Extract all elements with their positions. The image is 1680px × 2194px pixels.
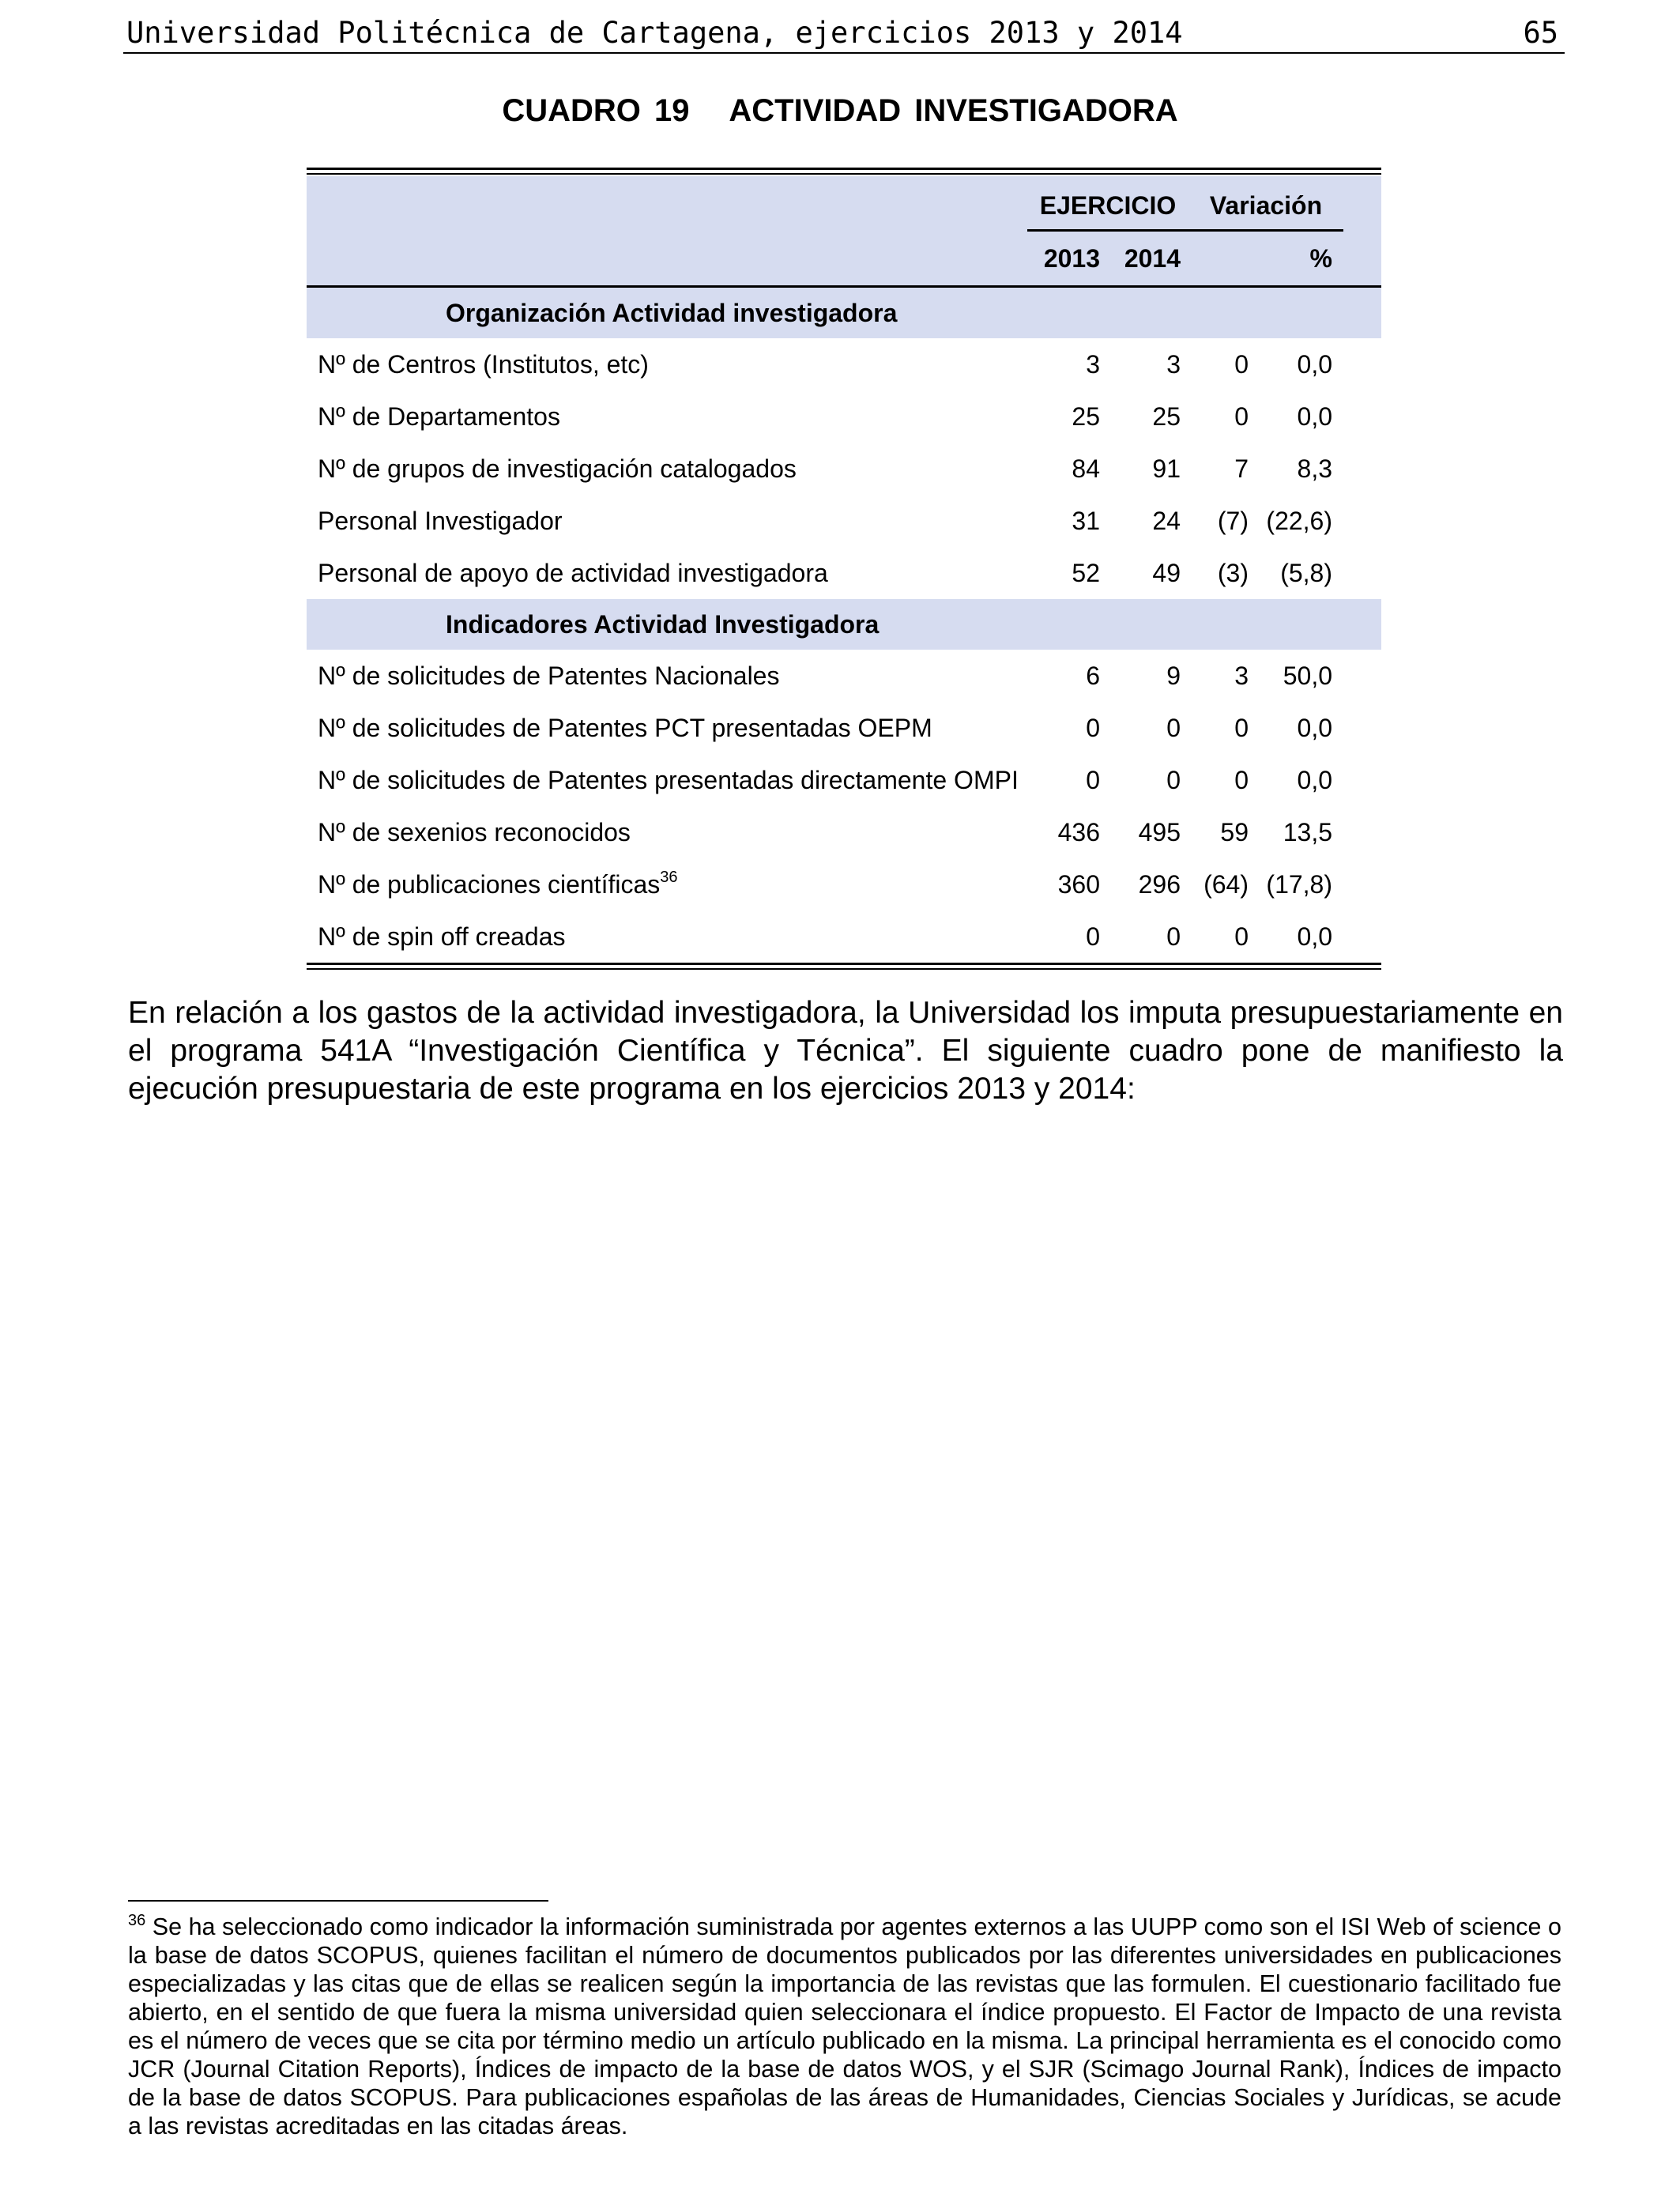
row-label-text: Personal Investigador: [318, 506, 563, 535]
row-label: [307, 766, 1027, 795]
section-title: Indicadores Actividad Investigadora: [446, 609, 880, 639]
page-header: [123, 16, 1565, 54]
row-label: [307, 402, 1027, 432]
row-label-text: Personal de apoyo de actividad investigadora: [318, 558, 828, 587]
row-label-text: Nº de spin off creadas: [318, 922, 566, 951]
variation-pct: (17,8): [1266, 869, 1332, 899]
value-2013: 25: [1072, 401, 1100, 431]
table-bottom-rule: [307, 963, 1381, 970]
table-row: [307, 495, 1381, 547]
footnote-ref: 36: [660, 868, 678, 886]
row-label: [307, 662, 1027, 691]
variation-abs: 0: [1234, 401, 1249, 431]
value-2013: 31: [1072, 506, 1100, 535]
value-2014: 0: [1166, 713, 1181, 742]
variation-abs: 7: [1234, 454, 1249, 483]
row-label-text: Nº de grupos de investigación catalogados: [318, 454, 797, 483]
variation-pct: 0,0: [1297, 349, 1332, 379]
footnote-text: Se ha seleccionado como indicador la información suministrada por agentes externos a las UUPP como son el ISI Web of science o la base de datos SCOPUS, quienes facilitan el número de documentos publicados por las diferentes universidades en publicaciones especializadas y las citas que de ellas se realicen según la importancia de las revistas que las formulen. El cuestionario facilitado fue abierto, en el sentido de que fuera la misma universidad quien seleccionara el índice propuesto. El Factor de Impacto de una revista es el número de veces que se cita por término medio un artículo publicado en la misma. La principal herramienta es el conocido como JCR (Journal Citation Reports), Índices de impacto de la base de datos WOS, y el SJR (Scimago Journal Rank), Índices de impacto de la base de datos SCOPUS. Para publicaciones españolas de las áreas de Humanidades, Ciencias Sociales y Jurídicas, se acude a las revistas acreditadas en las citadas áreas.: [128, 1913, 1561, 2139]
variation-abs: 59: [1220, 817, 1249, 846]
value-2014: 3: [1166, 349, 1181, 379]
header-year-2014: 2014: [1124, 243, 1181, 273]
table-row: [307, 702, 1381, 754]
table-top-rule: [307, 168, 1381, 175]
variation-abs: (7): [1217, 506, 1249, 535]
row-label: [307, 454, 1027, 484]
research-activity-table: [307, 168, 1381, 970]
value-2013: 52: [1072, 558, 1100, 587]
header-row-1: [307, 176, 1381, 232]
row-label-text: Nº de solicitudes de Patentes presentadas directamente OMPI: [318, 765, 1019, 794]
row-label: [307, 350, 1027, 379]
variation-pct: 8,3: [1297, 454, 1332, 483]
table-row: [307, 910, 1381, 963]
table-row: [307, 858, 1381, 910]
section-heading: [307, 599, 1381, 650]
row-label-text: Nº de solicitudes de Patentes Nacionales: [318, 661, 780, 690]
variation-pct: 0,0: [1297, 401, 1332, 431]
value-2013: 6: [1086, 661, 1100, 690]
variation-pct: (5,8): [1280, 558, 1332, 587]
row-label: [307, 507, 1027, 536]
body-paragraph: En relación a los gastos de la actividad investigadora, la Universidad los imputa presupuestariamente en el programa 541A “Investigación Científica y Técnica”. El siguiente cuadro pone de manifiesto la ejecución presupuestaria de este programa en los ejercicios 2013 y 2014:: [128, 996, 1563, 1106]
row-label: [307, 714, 1027, 743]
section-title: Organización Actividad investigadora: [446, 298, 898, 327]
value-2014: 25: [1152, 401, 1181, 431]
variation-pct: 0,0: [1297, 922, 1332, 951]
value-2013: 0: [1086, 922, 1100, 951]
value-2013: 3: [1086, 349, 1100, 379]
header-percent: %: [1309, 243, 1332, 273]
footnote-separator: [128, 1900, 548, 1902]
table-row: [307, 650, 1381, 702]
row-label: [307, 818, 1027, 847]
row-label: [307, 870, 1027, 899]
value-2014: 49: [1152, 558, 1181, 587]
footnote: [128, 1913, 1561, 2140]
variation-abs: 0: [1234, 713, 1249, 742]
value-2014: 91: [1152, 454, 1181, 483]
value-2014: 24: [1152, 506, 1181, 535]
table-row: [307, 443, 1381, 495]
variation-abs: (64): [1203, 869, 1249, 899]
variation-abs: 3: [1234, 661, 1249, 690]
value-2013: 0: [1086, 765, 1100, 794]
header-year-2013: 2013: [1043, 243, 1100, 273]
value-2013: 360: [1057, 869, 1100, 899]
value-2014: 0: [1166, 922, 1181, 951]
value-2014: 495: [1138, 817, 1181, 846]
header-ejercicio: EJERCICIO: [1027, 176, 1188, 232]
variation-pct: 0,0: [1297, 765, 1332, 794]
table-row: [307, 806, 1381, 858]
table-row: [307, 390, 1381, 443]
row-label-text: Nº de Departamentos: [318, 401, 560, 431]
variation-pct: 50,0: [1283, 661, 1332, 690]
variation-abs: 0: [1234, 922, 1249, 951]
header-variacion: Variación: [1188, 176, 1343, 232]
variation-abs: 0: [1234, 765, 1249, 794]
page-number: 65: [1523, 16, 1558, 50]
variation-abs: (3): [1217, 558, 1249, 587]
row-label: [307, 922, 1027, 952]
row-label-text: Nº de solicitudes de Patentes PCT presentadas OEPM: [318, 713, 932, 742]
value-2014: 296: [1138, 869, 1181, 899]
footnote-number: 36: [128, 1912, 146, 1929]
section-2-rows: [307, 650, 1381, 963]
row-label-text: Nº de Centros (Institutos, etc): [318, 349, 649, 379]
value-2013: 0: [1086, 713, 1100, 742]
table-row: [307, 338, 1381, 390]
header-row-2: [307, 232, 1381, 288]
value-2013: 84: [1072, 454, 1100, 483]
variation-pct: (22,6): [1266, 506, 1332, 535]
table-row: [307, 754, 1381, 806]
value-2014: 9: [1166, 661, 1181, 690]
row-label-text: Nº de publicaciones científicas: [318, 869, 661, 899]
row-label-text: Nº de sexenios reconocidos: [318, 817, 631, 846]
variation-abs: 0: [1234, 349, 1249, 379]
header-title: Universidad Politécnica de Cartagena, ejercicios 2013 y 2014: [126, 16, 1183, 50]
table-header: [307, 176, 1381, 288]
section-1-rows: [307, 338, 1381, 599]
row-label: [307, 559, 1027, 588]
section-heading: [307, 288, 1381, 338]
table-row: [307, 547, 1381, 599]
variation-pct: 0,0: [1297, 713, 1332, 742]
table-title: CUADRO 19 ACTIVIDAD INVESTIGADORA: [502, 93, 1178, 128]
variation-pct: 13,5: [1283, 817, 1332, 846]
value-2014: 0: [1166, 765, 1181, 794]
value-2013: 436: [1057, 817, 1100, 846]
